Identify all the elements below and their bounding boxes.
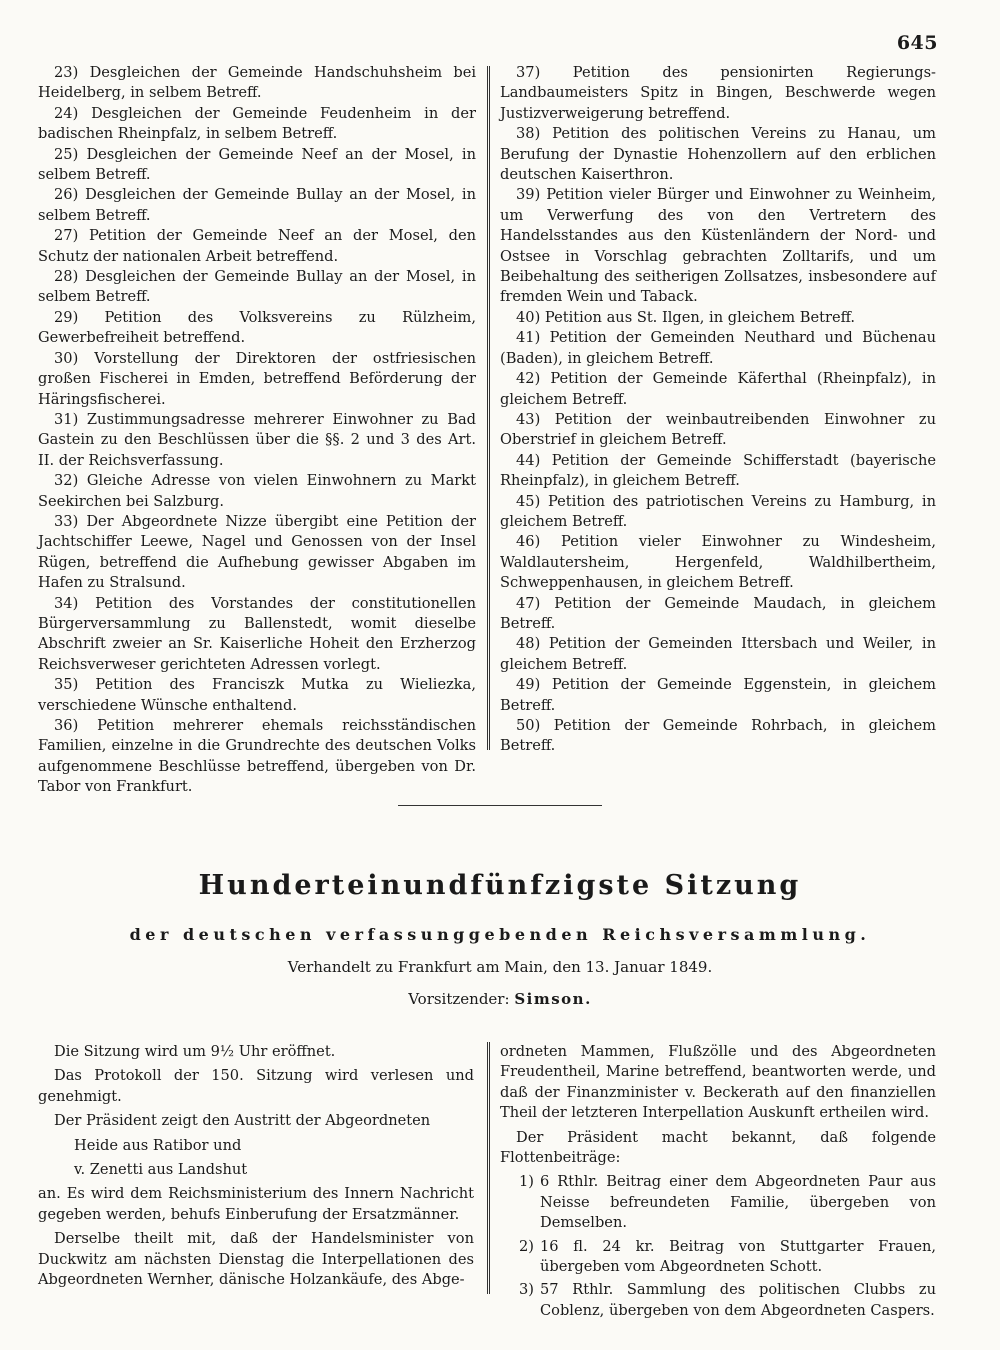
petition-item: 39) Petition vieler Bürger und Einwohner zu Weinheim, um Verwerfung des von den Vertretern des Handelsstandes aus den Küstenländern der Nord- und Ostsee in Vorschlag gebrachten Zolltarifs, und um Beibehaltung des seitherigen Zollsatzes, insbesondere auf fremden Wein und Taback.	[500, 186, 936, 306]
paragraph: Derselbe theilt mit, daß der Handelsminister von Duckwitz am nächsten Dienstag die Interpellationen des Abgeordneten Wernher, dänische Holzankäufe, des Abge-	[38, 1230, 474, 1289]
contribution-item	[500, 1172, 936, 1233]
session-title: Hunderteinundfünfzigste Sitzung	[198, 870, 802, 901]
contribution-text: 6 Rthlr. Beitrag einer dem Abgeordneten Paur aus Neisse befreundeten Familie, übergeben von Demselben.	[540, 1173, 936, 1232]
petition-item: 45) Petition des patriotischen Vereins zu Hamburg, in gleichem Betreff.	[500, 492, 936, 530]
petition-item: 29) Petition des Volksvereins zu Rülzheim, Gewerbefreiheit betreffend.	[38, 308, 476, 347]
petition-item: 34) Petition des Vorstandes der constitutionellen Bürgerversammlung zu Ballenstedt, womit dieselbe Abschrift zweier an Sr. Kaiserliche Hoheit den Erzherzog Reichsverweser gerichteten Adressen vorlegt.	[38, 594, 476, 673]
petition-item: 49) Petition der Gemeinde Eggenstein, in gleichem Betreff.	[500, 676, 936, 714]
chair-label: Vorsitzender:	[408, 990, 510, 1008]
petition-item: 28) Desgleichen der Gemeinde Bullay an der Mosel, in selbem Betreff.	[38, 268, 476, 306]
session-text-right	[500, 1042, 936, 1324]
paragraph: Die Sitzung wird um 9½ Uhr eröffnet.	[54, 1043, 336, 1060]
member-name-line: v. Zenetti aus Landshut	[74, 1161, 248, 1179]
petition-item: 36) Petition mehrerer ehemals reichsständischen Familien, einzelne in die Grundrechte des deutschen Volks aufgenommene Beschlüsse betreffend, übergeben von Dr. Tabor von Frankfurt.	[38, 717, 476, 796]
contribution-text: 16 fl. 24 kr. Beitrag von Stuttgarter Frauen, übergeben vom Abgeordneten Schott.	[540, 1237, 936, 1276]
petition-item: 46) Petition vieler Einwohner zu Windesheim, Waldlautersheim, Hergenfeld, Waldhilbertheim, Schweppenhausen, in gleichem Betreff.	[500, 533, 936, 592]
paragraph: an. Es wird dem Reichsministerium des Innern Nachricht gegeben werden, behufs Einberufung der Ersatzmänner.	[38, 1185, 474, 1223]
session-date: Verhandelt zu Frankfurt am Main, den 13. Januar 1849.	[287, 958, 713, 976]
member-name-line: Heide aus Ratibor und	[74, 1136, 242, 1154]
petition-item: 33) Der Abgeordnete Nizze übergibt eine Petition der Jachtschiffer Leewe, Nagel und Genossen von der Insel Rügen, betreffend die Aufhebung gewisser Abgaben im Hafen zu Stralsund.	[38, 512, 476, 592]
petition-list-left	[38, 63, 476, 798]
petition-item: 38) Petition des politischen Vereins zu Hanau, um Berufung der Dynastie Hohenzollern auf den erblichen deutschen Kaiserthron.	[500, 125, 936, 184]
petition-item: 44) Petition der Gemeinde Schifferstadt (bayerische Rheinpfalz), in gleichem Betreff.	[500, 451, 936, 490]
contribution-number: 3)	[519, 1281, 534, 1299]
petition-item: 23) Desgleichen der Gemeinde Handschuhsheim bei Heidelberg, in selbem Betreff.	[38, 64, 476, 102]
column-divider-bottom	[487, 1042, 490, 1294]
session-subtitle: der deutschen verfassunggebenden Reichsversammlung.	[129, 925, 871, 944]
column-divider-top	[487, 66, 490, 750]
paragraph: Der Präsident zeigt den Austritt der Abgeordneten	[54, 1112, 431, 1130]
petition-item: 48) Petition der Gemeinden Ittersbach und Weiler, in gleichem Betreff.	[500, 635, 936, 673]
petition-item: 40) Petition aus St. Ilgen, in gleichem Betreff.	[516, 308, 856, 326]
petition-list-right	[500, 63, 936, 757]
petition-item: 50) Petition der Gemeinde Rohrbach, in gleichem Betreff.	[500, 717, 936, 755]
contribution-text: 57 Rthlr. Sammlung des politischen Clubbs zu Coblenz, übergeben von dem Abgeordneten Caspers.	[540, 1281, 936, 1319]
petition-item: 42) Petition der Gemeinde Käferthal (Rheinpfalz), in gleichem Betreff.	[500, 370, 936, 408]
petition-item: 43) Petition der weinbautreibenden Einwohner zu Oberstrief in gleichem Betreff.	[500, 410, 936, 449]
paragraph: Das Protokoll der 150. Sitzung wird verlesen und genehmigt.	[38, 1067, 474, 1105]
contribution-item	[500, 1280, 936, 1321]
session-text-left	[38, 1042, 474, 1294]
page-number: 645	[896, 32, 938, 54]
petition-item: 30) Vorstellung der Direktoren der ostfriesischen großen Fischerei in Emden, betreffend Beförderung der Häringsfischerei.	[38, 349, 476, 408]
petition-item: 32) Gleiche Adresse von vielen Einwohnern zu Markt Seekirchen bei Salzburg.	[38, 472, 476, 510]
section-divider	[398, 805, 602, 806]
petition-item: 41) Petition der Gemeinden Neuthard und Büchenau (Baden), in gleichem Betreff.	[500, 329, 936, 367]
paragraph: ordneten Mammen, Flußzölle und des Abgeordneten Freudentheil, Marine betreffend, beantworten werde, und daß der Finanzminister v. Beckerath auf den finanziellen Theil der letzteren Interpellation Auskunft ertheilen wird.	[500, 1043, 936, 1122]
petition-item: 25) Desgleichen der Gemeinde Neef an der Mosel, in selbem Betreff.	[38, 145, 476, 184]
petition-item: 37) Petition des pensionirten Regierungs-Landbaumeisters Spitz in Bingen, Beschwerde wegen Justizverweigerung betreffend.	[500, 64, 936, 122]
petition-item: 47) Petition der Gemeinde Maudach, in gleichem Betreff.	[500, 594, 936, 632]
contribution-item	[500, 1237, 936, 1278]
petition-item: 24) Desgleichen der Gemeinde Feudenheim in der badischen Rheinpfalz, in selbem Betreff.	[38, 104, 476, 143]
petition-item: 26) Desgleichen der Gemeinde Bullay an der Mosel, in selbem Betreff.	[38, 186, 476, 224]
session-chair	[0, 990, 1000, 1008]
petition-item: 35) Petition des Franciszk Mutka zu Wieliezka, verschiedene Wünsche enthaltend.	[38, 676, 476, 714]
petition-item: 31) Zustimmungsadresse mehrerer Einwohner zu Bad Gastein zu den Beschlüssen über die §§. 2 und 3 des Art. II. der Reichsverfassung.	[38, 410, 476, 469]
contribution-number: 2)	[519, 1237, 534, 1255]
paragraph: Der Präsident macht bekannt, daß folgende Flottenbeiträge:	[500, 1128, 936, 1167]
chair-name: Simson.	[514, 990, 592, 1008]
contribution-number: 1)	[519, 1173, 534, 1191]
petition-item: 27) Petition der Gemeinde Neef an der Mosel, den Schutz der nationalen Arbeit betreffend.	[38, 227, 476, 265]
